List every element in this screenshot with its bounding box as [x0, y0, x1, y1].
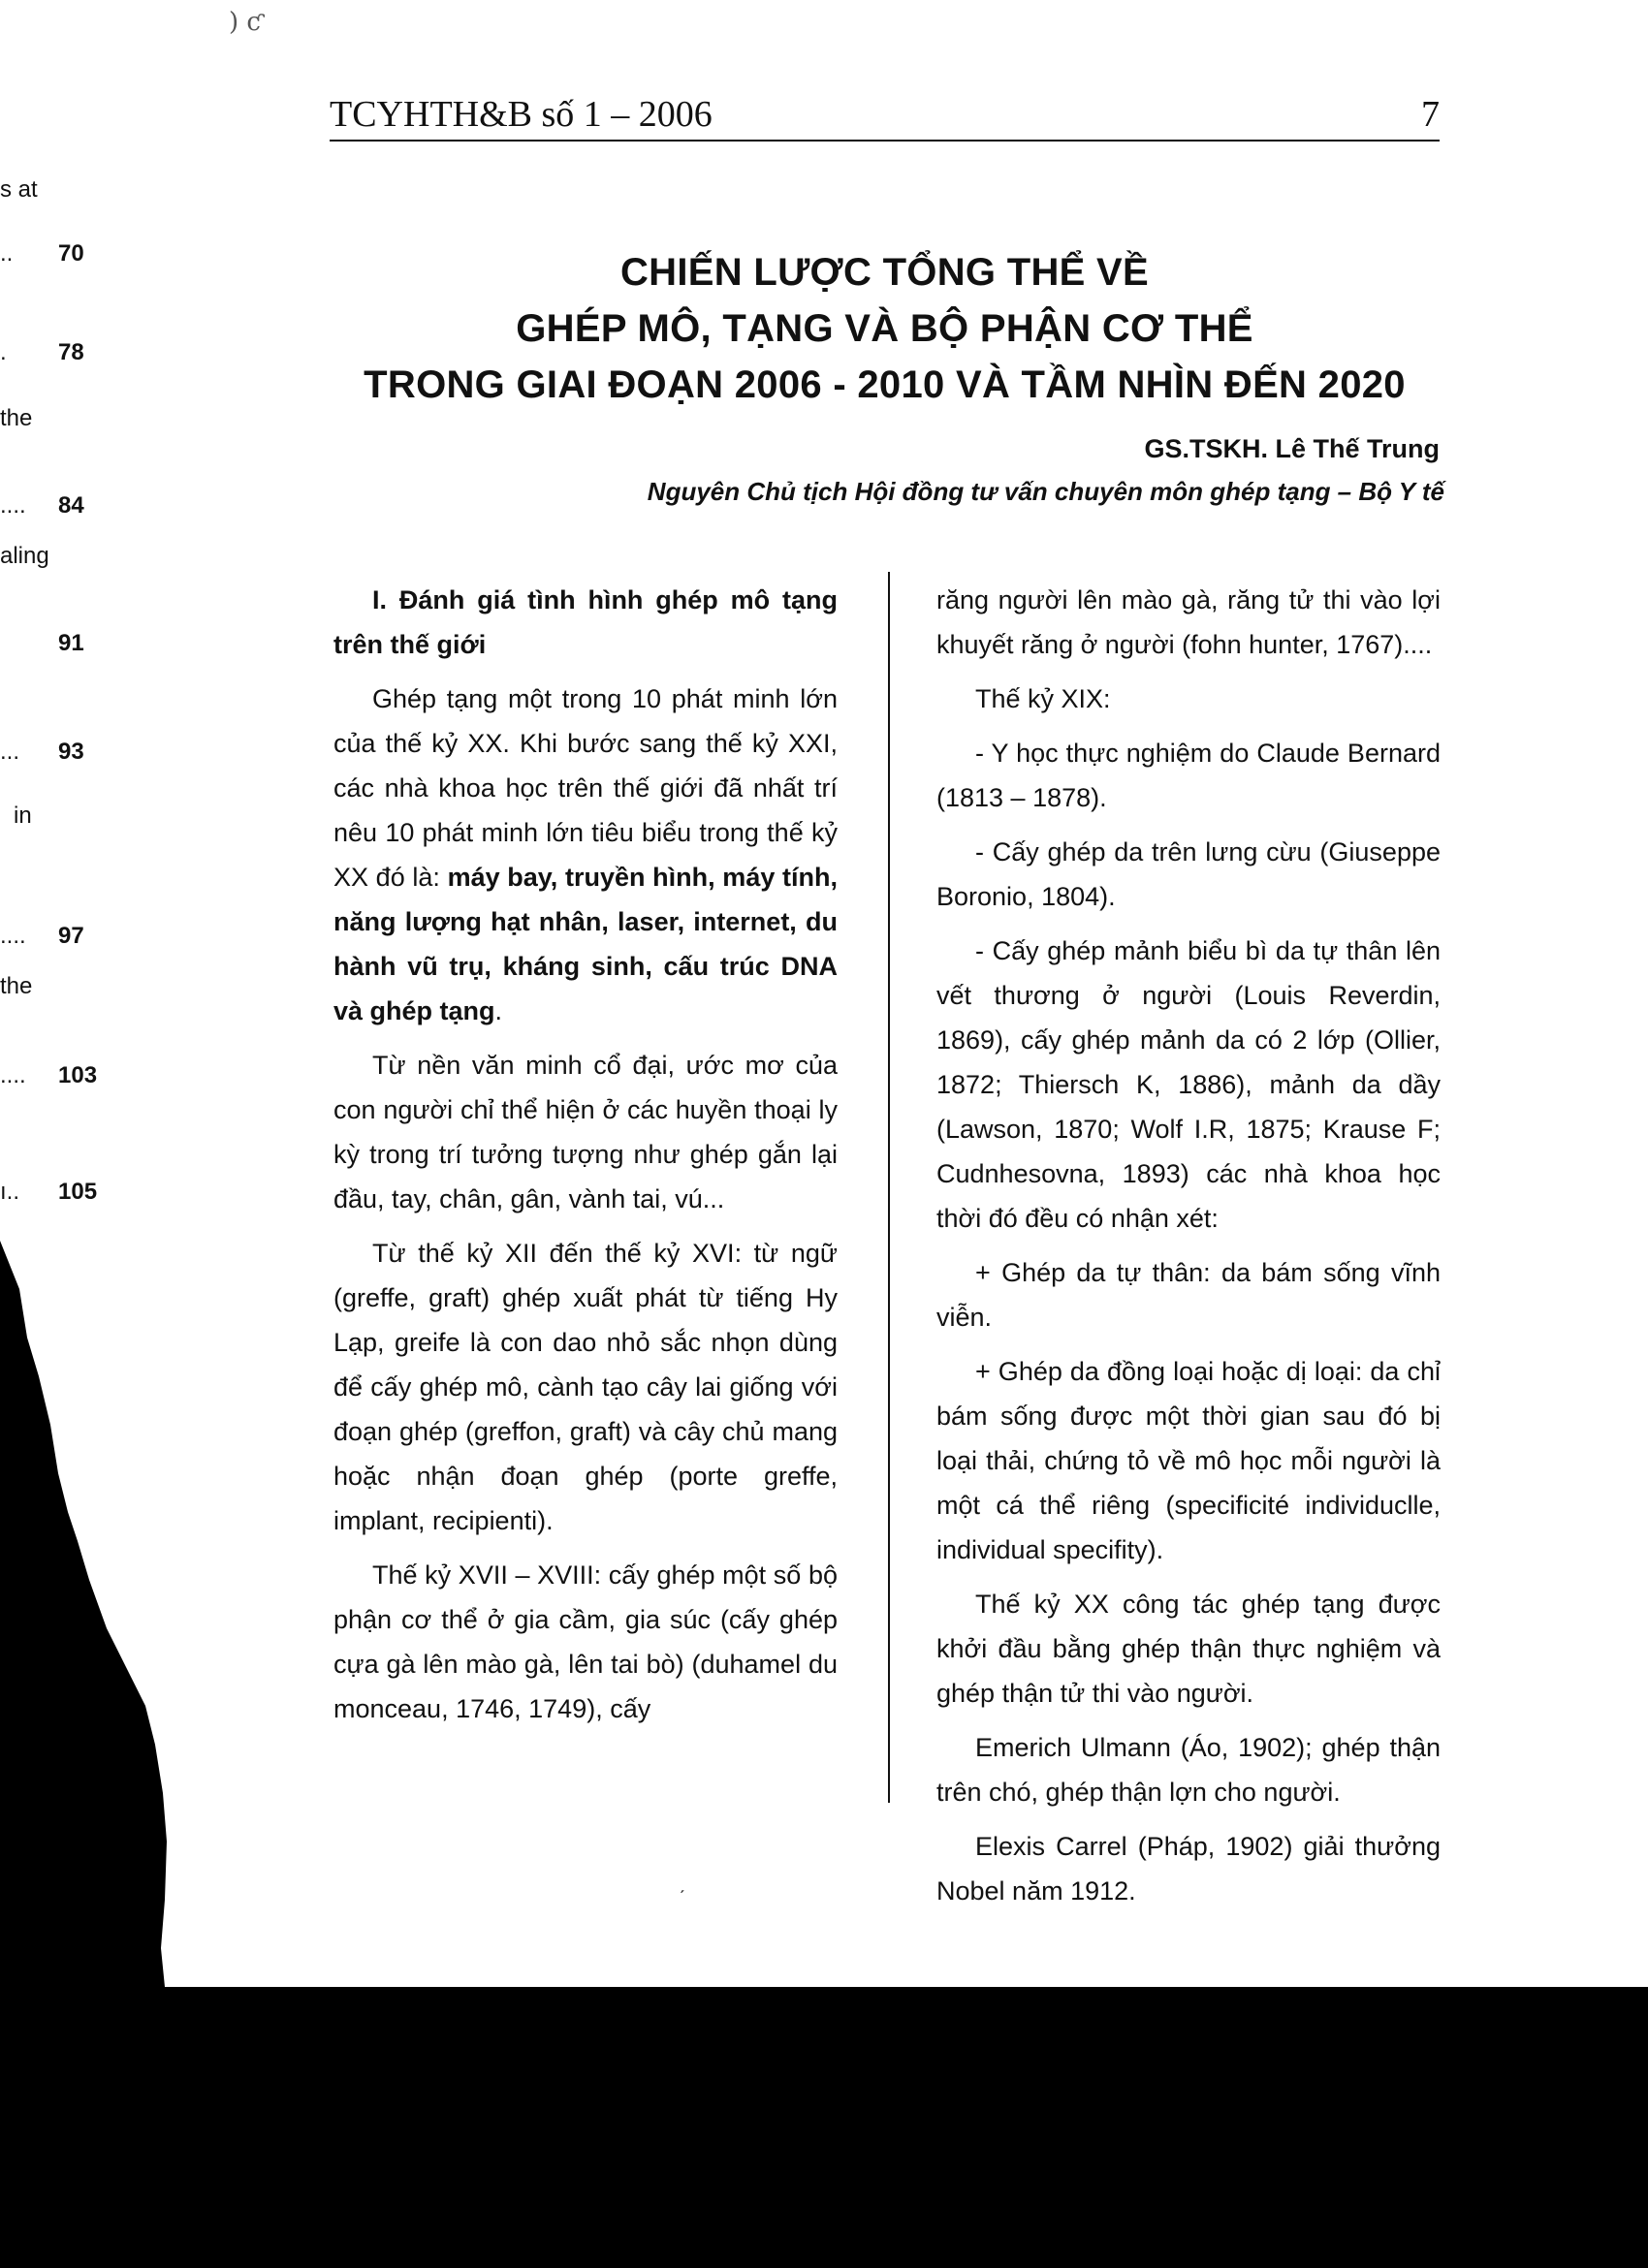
paragraph: - Y học thực nghiệm do Claude Bernard (1813 – 1878).: [936, 739, 1441, 812]
right-column: [936, 578, 1441, 1923]
paragraph: Từ thế kỷ XII đến thế kỷ XVI: từ ngữ (greffe, graft) ghép xuất phát từ tiếng Hy Lạp, greife là con dao nhỏ sắc nhọn dùng để cấy ghép mô, cành tạo cây lai giống với đoạn ghép (greffon, graft) và cây chủ mang hoặc nhận đoạn ghép (porte greffe, implant, recipienti).: [333, 1239, 838, 1535]
paragraph: Elexis Carrel (Pháp, 1902) giải thưởng Nobel năm 1912.: [936, 1832, 1441, 1906]
paragraph: Ghép tạng một trong 10 phát minh lớn của thế kỷ XX. Khi bước sang thế kỷ XXI, các nhà khoa học trên thế giới đã nhất trí nêu 10 phát minh lớn tiêu biểu trong thế kỷ XX đó là: máy bay, truyền hình, máy tính, năng lượng hạt nhân, laser, internet, du hành vũ trụ, kháng sinh, cấu trúc DNA và ghép tạng.: [333, 684, 838, 1025]
affiliation: Nguyên Chủ tịch Hội đồng tư vấn chuyên môn ghép tạng – Bộ Y tế: [647, 477, 1444, 506]
scan-speck: ˏ: [679, 1873, 685, 1894]
paragraph: Emerich Ulmann (Áo, 1902); ghép thận trên chó, ghép thận lợn cho người.: [936, 1733, 1441, 1807]
scan-mark: ) ƈ: [229, 8, 261, 37]
running-header: [330, 93, 1440, 142]
article-title: [330, 244, 1440, 413]
title-line-1: CHIẾN LƯỢC TỔNG THỂ VỀ: [619, 251, 1150, 294]
title-line-2: GHÉP MÔ, TẠNG VÀ BỘ PHẬN CƠ THỂ: [516, 307, 1253, 350]
paragraph: Thế kỷ XVII – XVIII: cấy ghép một số bộ phận cơ thể ở gia cầm, gia súc (cấy ghép cựa gà lên mào gà, lên tai bò) (duhamel du monceau, 1746, 1749), cấy: [333, 1560, 838, 1723]
paragraph: Từ nền văn minh cổ đại, ước mơ của con người chỉ thể hiện ở các huyền thoại ly kỳ trong trí tưởng tượng như ghép gắn lại đầu, tay, chân, gân, vành tai, vú...: [333, 1051, 838, 1213]
paragraph: - Cấy ghép da trên lưng cừu (Giuseppe Boronio, 1804).: [936, 837, 1441, 911]
paragraph: răng người lên mào gà, răng tử thi vào lợi khuyết răng ở người (fohn hunter, 1767)....: [936, 585, 1441, 659]
inventions-list: máy bay, truyền hình, máy tính, năng lượng hạt nhân, laser, internet, du hành vũ trụ, kháng sinh, cấu trúc DNA và ghép tạng: [333, 863, 838, 1025]
paragraph: + Ghép da đồng loại hoặc dị loại: da chỉ bám sống được một thời gian sau đó bị loại thải, chứng tỏ về mô học mỗi người là một cá thể riêng (specificité individuclle, individual specifity).: [936, 1357, 1441, 1564]
column-divider: [888, 572, 890, 1803]
paragraph: - Cấy ghép mảnh biểu bì da tự thân lên vết thương ở người (Louis Reverdin, 1869), cấy ghép mảnh da có 2 lớp (Ollier, 1872; Thiersch K, 1886), mảnh da dầy (Lawson, 1870; Wolf I.R, 1875; Krause F; Cudnhesovna, 1893) các nhà khoa học thời đó đều có nhận xét:: [936, 936, 1441, 1233]
paragraph: Thế kỷ XX công tác ghép tạng được khởi đầu bằng ghép thận thực nghiệm và ghép thận tử thi vào người.: [936, 1590, 1441, 1708]
journal-issue: TCYHTH&B số 1 – 2006: [330, 94, 713, 135]
paragraph: Thế kỷ XIX:: [975, 684, 1111, 713]
author: GS.TSKH. Lê Thế Trung: [1144, 434, 1440, 463]
page-number: 7: [1421, 94, 1440, 135]
left-column: [333, 578, 838, 1741]
paragraph: + Ghép da tự thân: da bám sống vĩnh viễn.: [936, 1258, 1441, 1332]
section-heading: I. Đánh giá tình hình ghép mô tạng trên thế giới: [333, 585, 838, 659]
title-line-3: TRONG GIAI ĐOẠN 2006 - 2010 VÀ TẦM NHÌN ĐẾN 2020: [364, 363, 1406, 406]
